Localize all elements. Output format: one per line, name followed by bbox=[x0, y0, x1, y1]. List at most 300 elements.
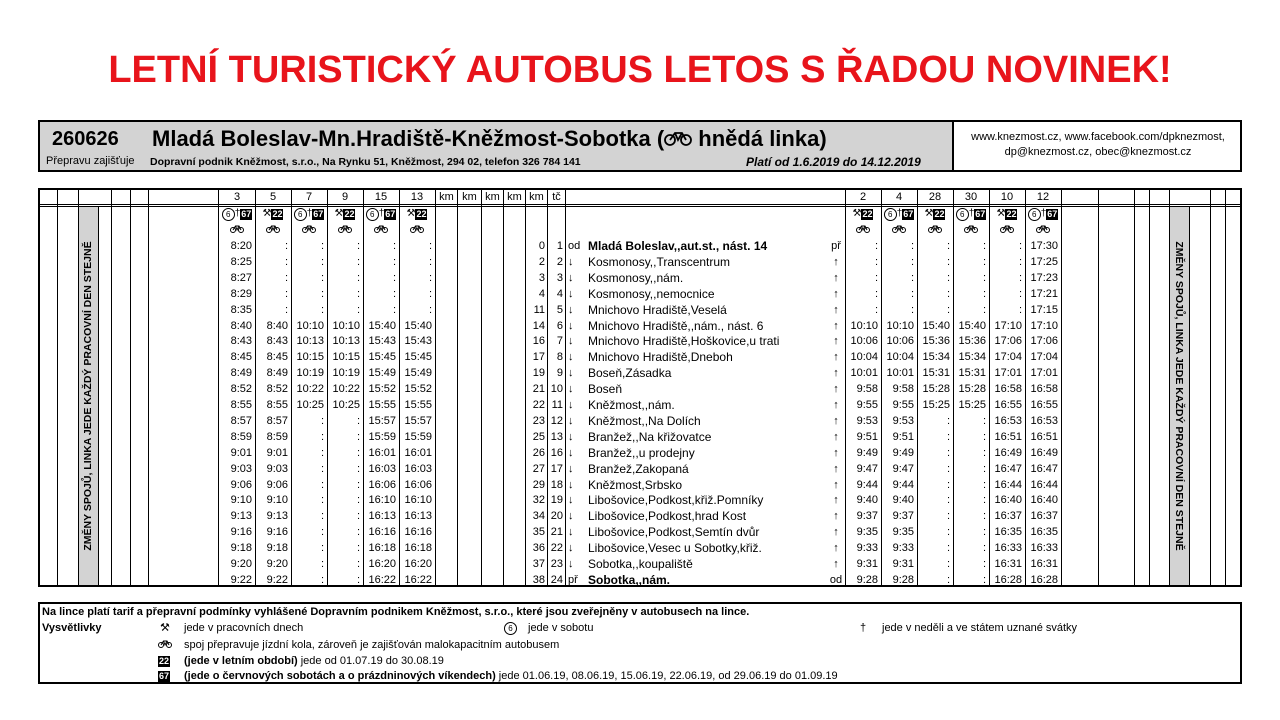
stop-index: 5 bbox=[556, 303, 563, 316]
trip-number: 9 bbox=[341, 191, 349, 203]
departure-time: 10:22 bbox=[296, 383, 324, 396]
departure-time: 17:21 bbox=[1030, 287, 1058, 300]
bicycle-icon bbox=[256, 222, 290, 238]
trip-code: 6 †67 bbox=[1026, 206, 1060, 222]
stop-direction: ↑ bbox=[833, 510, 839, 523]
departure-time: 16:58 bbox=[994, 383, 1022, 396]
grid-line bbox=[57, 190, 58, 585]
stop-km: 16 bbox=[532, 335, 545, 348]
departure-time: : bbox=[982, 430, 986, 443]
stop-index: 21 bbox=[550, 526, 563, 539]
km-header: km bbox=[439, 191, 454, 203]
departure-time: : bbox=[1018, 240, 1022, 252]
departure-time: 15:57 bbox=[404, 414, 432, 427]
departure-time: : bbox=[910, 303, 914, 316]
departure-time: 9:31 bbox=[892, 558, 914, 570]
departure-time: 10:06 bbox=[850, 335, 878, 348]
departure-time: 8:59 bbox=[266, 430, 288, 443]
trip-number: 7 bbox=[305, 191, 313, 203]
departure-time: : bbox=[946, 255, 950, 268]
departure-time: : bbox=[356, 462, 360, 475]
departure-time: 9:01 bbox=[230, 446, 252, 459]
stop-direction: ↑ bbox=[833, 526, 839, 539]
departure-time: : bbox=[320, 542, 324, 555]
departure-time: 16:31 bbox=[1030, 558, 1058, 570]
code67-text: jede 01.06.19, 08.06.19, 15.06.19, 22.06.19, od 29.06.19 do 01.09.19 bbox=[495, 670, 838, 682]
departure-time: : bbox=[392, 303, 396, 316]
departure-time: 9:37 bbox=[892, 510, 914, 523]
stop-direction: od bbox=[568, 240, 581, 252]
departure-time: : bbox=[356, 542, 360, 555]
line-title bbox=[152, 126, 827, 152]
stop-km: 22 bbox=[532, 399, 545, 411]
departure-time: : bbox=[320, 430, 324, 443]
stop-name: Kněžmost,,nám. bbox=[588, 398, 675, 412]
trip-code: ⚒22 bbox=[996, 208, 1017, 220]
stop-direction: ↑ bbox=[833, 430, 839, 443]
stop-index: 18 bbox=[550, 478, 563, 491]
stop-direction: ↓ bbox=[568, 383, 574, 396]
stop-direction: ↑ bbox=[833, 351, 839, 364]
stop-name: Libošovice,Podkost,hrad Kost bbox=[588, 509, 747, 524]
departure-time: : bbox=[982, 414, 986, 427]
stop-direction: ↓ bbox=[568, 271, 574, 284]
departure-time: 15:31 bbox=[958, 367, 986, 380]
departure-time: : bbox=[356, 494, 360, 507]
stop-name: Libošovice,Vesec u Sobotky,křiž. bbox=[588, 541, 762, 556]
departure-time: 9:20 bbox=[266, 558, 288, 570]
departure-time: : bbox=[392, 271, 396, 284]
departure-time: 9:22 bbox=[266, 573, 288, 586]
stop-km: 36 bbox=[532, 542, 545, 555]
stop-name: Kněžmost,Srbsko bbox=[588, 477, 683, 492]
departure-time: 16:33 bbox=[1030, 542, 1058, 555]
stop-direction: ↓ bbox=[568, 335, 574, 348]
bicycle-icon bbox=[1026, 222, 1060, 238]
departure-time: 9:49 bbox=[856, 446, 878, 459]
departure-time: 17:30 bbox=[1030, 240, 1058, 252]
departure-time: : bbox=[284, 255, 288, 268]
departure-time: 16:49 bbox=[994, 446, 1022, 459]
legend-label: Vysvětlivky bbox=[42, 622, 102, 634]
departure-time: 16:28 bbox=[1030, 573, 1058, 586]
departure-time: 9:55 bbox=[856, 399, 878, 411]
departure-time: 9:44 bbox=[856, 478, 878, 491]
departure-time: 8:57 bbox=[266, 414, 288, 427]
departure-time: : bbox=[320, 510, 324, 523]
departure-time: 8:45 bbox=[266, 351, 288, 364]
stop-km: 0 bbox=[538, 240, 545, 252]
page-headline: LETNÍ TURISTICKÝ AUTOBUS LETOS S ŘADOU NOVINEK! bbox=[108, 49, 1172, 91]
stop-direction: ↓ bbox=[568, 319, 574, 332]
side-note-right: ZMĚNY SPOJŮ, LINKA JEDE KAŽDÝ PRACOVNÍ DEN STEJNĚ bbox=[1173, 241, 1185, 551]
departure-time: : bbox=[320, 494, 324, 507]
grid-line bbox=[111, 190, 112, 585]
stop-index: 13 bbox=[550, 430, 563, 443]
departure-time: : bbox=[982, 462, 986, 475]
departure-time: 15:59 bbox=[368, 430, 396, 443]
tariff-note: Na lince platí tarif a přepravní podmínky vyhlášené Dopravním podnikem Kněžmost, s.r.o., které jsou zveřejněny v autobusech na lince. bbox=[42, 606, 750, 618]
contact-line-1: www.knezmost.cz, www.facebook.com/dpknezmost, bbox=[971, 131, 1225, 143]
bicycle-icon bbox=[918, 222, 952, 238]
stop-km: 23 bbox=[532, 414, 545, 427]
departure-time: 8:52 bbox=[266, 383, 288, 396]
saturday-symbol: 6 bbox=[504, 622, 517, 635]
grid-line bbox=[218, 190, 219, 585]
departure-time: : bbox=[356, 240, 360, 252]
stop-index: 24 bbox=[550, 573, 563, 586]
departure-time: 16:13 bbox=[368, 510, 396, 523]
departure-time: 10:10 bbox=[332, 319, 360, 332]
grid-line bbox=[1149, 190, 1150, 585]
departure-time: 15:45 bbox=[404, 351, 432, 364]
code67-badge bbox=[158, 669, 170, 683]
departure-time: : bbox=[946, 494, 950, 507]
departure-time: : bbox=[982, 287, 986, 300]
departure-time: 8:57 bbox=[230, 414, 252, 427]
departure-time: 16:13 bbox=[404, 510, 432, 523]
departure-time: 15:31 bbox=[922, 367, 950, 380]
departure-time: 10:10 bbox=[886, 319, 914, 332]
stop-name: Kněžmost,,Na Dolích bbox=[588, 413, 701, 428]
departure-time: : bbox=[1018, 303, 1022, 316]
bicycle-icon bbox=[292, 222, 326, 238]
departure-time: 10:25 bbox=[332, 399, 360, 411]
departure-time: : bbox=[874, 271, 878, 284]
departure-time: : bbox=[392, 255, 396, 268]
departure-time: 15:55 bbox=[404, 399, 432, 411]
stop-direction: ↑ bbox=[833, 335, 839, 348]
grid-line bbox=[481, 190, 482, 585]
code67-symbol: 67 bbox=[159, 670, 170, 681]
stop-direction: ↓ bbox=[568, 542, 574, 555]
bicycle-icon bbox=[846, 222, 880, 238]
departure-time: : bbox=[428, 271, 432, 284]
departure-time: 10:01 bbox=[850, 367, 878, 380]
departure-time: 9:16 bbox=[266, 526, 288, 539]
stop-direction: ↑ bbox=[833, 287, 839, 300]
departure-time: : bbox=[320, 573, 324, 586]
departure-time: 9:47 bbox=[892, 462, 914, 475]
stop-name: Branžež,,Na křižovatce bbox=[588, 429, 712, 444]
stop-km: 32 bbox=[532, 494, 545, 507]
stop-direction: ↓ bbox=[568, 351, 574, 364]
stop-index: 19 bbox=[550, 494, 563, 507]
code22-badge bbox=[158, 654, 170, 668]
stop-index: 22 bbox=[550, 542, 563, 555]
stop-km: 35 bbox=[532, 526, 545, 539]
departure-time: 9:51 bbox=[856, 430, 878, 443]
departure-time: 10:04 bbox=[886, 351, 914, 364]
departure-time: : bbox=[320, 462, 324, 475]
trip-code: ⚒22 bbox=[924, 208, 945, 220]
departure-time: 15:40 bbox=[368, 319, 396, 332]
stop-km: 19 bbox=[532, 367, 545, 380]
bicycle-icon bbox=[328, 222, 362, 238]
stop-name: Boseň bbox=[588, 382, 623, 397]
stop-index: 8 bbox=[556, 351, 563, 364]
trip-code: 6 †67 bbox=[954, 206, 988, 222]
departure-time: 16:18 bbox=[404, 542, 432, 555]
departure-time: 8:55 bbox=[230, 399, 252, 411]
departure-time: 16:06 bbox=[368, 478, 396, 491]
stop-direction: ↓ bbox=[568, 558, 574, 570]
stop-direction: ↓ bbox=[568, 414, 574, 427]
departure-time: 8:43 bbox=[230, 335, 252, 348]
departure-time: 15:43 bbox=[368, 335, 396, 348]
stop-direction: ↑ bbox=[833, 255, 839, 268]
departure-time: : bbox=[284, 240, 288, 252]
stop-km: 21 bbox=[532, 383, 545, 396]
departure-time: 10:19 bbox=[332, 367, 360, 380]
departure-time: 16:22 bbox=[368, 573, 396, 586]
departure-time: 8:35 bbox=[230, 303, 252, 316]
timetable bbox=[38, 188, 1242, 587]
grid-line bbox=[435, 190, 436, 585]
departure-time: 15:34 bbox=[922, 351, 950, 364]
departure-time: : bbox=[946, 573, 950, 586]
departure-time: 9:51 bbox=[892, 430, 914, 443]
stop-direction: ↑ bbox=[833, 319, 839, 332]
stop-index: 12 bbox=[550, 414, 563, 427]
departure-time: 16:53 bbox=[994, 414, 1022, 427]
departure-time: : bbox=[428, 240, 432, 252]
stop-direction: ↓ bbox=[568, 367, 574, 380]
stop-km: 34 bbox=[532, 510, 545, 523]
trip-number: 12 bbox=[1036, 191, 1050, 203]
departure-time: : bbox=[982, 510, 986, 523]
departure-time: 15:40 bbox=[958, 319, 986, 332]
line-title-suffix: hnědá linka) bbox=[692, 126, 827, 151]
departure-time: : bbox=[946, 414, 950, 427]
departure-time: 15:57 bbox=[368, 414, 396, 427]
departure-time: 15:49 bbox=[404, 367, 432, 380]
grid-line bbox=[1098, 190, 1099, 585]
departure-time: 17:10 bbox=[994, 319, 1022, 332]
departure-time: : bbox=[910, 271, 914, 284]
km-header: km bbox=[485, 191, 500, 203]
departure-time: : bbox=[982, 255, 986, 268]
departure-time: 10:25 bbox=[296, 399, 324, 411]
stop-direction: ↑ bbox=[833, 383, 839, 396]
trip-code: ⚒22 bbox=[334, 208, 355, 220]
departure-time: : bbox=[392, 287, 396, 300]
stop-km: 17 bbox=[532, 351, 545, 364]
km-header: tč bbox=[552, 191, 561, 203]
stop-direction: ↑ bbox=[833, 414, 839, 427]
departure-time: 16:51 bbox=[1030, 430, 1058, 443]
departure-time: 16:03 bbox=[404, 462, 432, 475]
grid-line bbox=[130, 190, 131, 585]
departure-time: : bbox=[946, 462, 950, 475]
departure-time: 9:06 bbox=[266, 478, 288, 491]
departure-time: 9:44 bbox=[892, 478, 914, 491]
departure-time: : bbox=[356, 255, 360, 268]
departure-time: 15:55 bbox=[368, 399, 396, 411]
departure-time: 15:28 bbox=[958, 383, 986, 396]
stop-direction: ↓ bbox=[568, 478, 574, 491]
departure-time: 10:10 bbox=[850, 319, 878, 332]
stop-direction: od bbox=[829, 573, 843, 586]
departure-time: 15:36 bbox=[922, 335, 950, 348]
departure-time: 10:13 bbox=[296, 335, 324, 348]
stop-direction: ↑ bbox=[833, 303, 839, 316]
departure-time: : bbox=[874, 255, 878, 268]
departure-time: : bbox=[946, 303, 950, 316]
bicycle-icon bbox=[364, 222, 398, 238]
departure-time: 16:16 bbox=[404, 526, 432, 539]
departure-time: 9:03 bbox=[266, 462, 288, 475]
departure-time: : bbox=[910, 255, 914, 268]
stop-direction: ↑ bbox=[833, 399, 839, 411]
departure-time: 16:44 bbox=[1030, 478, 1058, 491]
departure-time: : bbox=[1018, 271, 1022, 284]
cross-icon: † bbox=[860, 622, 867, 634]
departure-time: 9:58 bbox=[892, 383, 914, 396]
departure-time: : bbox=[946, 478, 950, 491]
stop-direction: ↓ bbox=[568, 287, 574, 300]
trip-code: 6 †67 bbox=[882, 206, 916, 222]
departure-time: 9:49 bbox=[892, 446, 914, 459]
departure-time: : bbox=[946, 271, 950, 284]
grid-line bbox=[503, 190, 504, 585]
stop-index: 11 bbox=[551, 399, 563, 411]
departure-time: : bbox=[946, 287, 950, 300]
departure-time: : bbox=[982, 240, 986, 252]
departure-time: 8:49 bbox=[266, 367, 288, 380]
legend-code67 bbox=[184, 669, 838, 683]
departure-time: : bbox=[946, 542, 950, 555]
stop-index: 4 bbox=[556, 287, 563, 300]
operator-info: Dopravní podnik Kněžmost, s.r.o., Na Rynku 51, Kněžmost, 294 02, telefon 326 784 141 bbox=[150, 156, 581, 168]
departure-time: 17:06 bbox=[994, 335, 1022, 348]
departure-time: 16:40 bbox=[994, 494, 1022, 507]
contact-box bbox=[952, 122, 1242, 170]
departure-time: : bbox=[946, 446, 950, 459]
departure-time: 17:23 bbox=[1030, 271, 1058, 284]
departure-time: 15:52 bbox=[368, 383, 396, 396]
departure-time: : bbox=[1018, 255, 1022, 268]
stop-direction: ↑ bbox=[833, 542, 839, 555]
departure-time: 9:40 bbox=[856, 494, 878, 507]
departure-time: : bbox=[320, 526, 324, 539]
departure-time: : bbox=[356, 510, 360, 523]
departure-time: 16:49 bbox=[1030, 446, 1058, 459]
departure-time: 16:31 bbox=[994, 558, 1022, 570]
departure-time: : bbox=[874, 240, 878, 252]
departure-time: : bbox=[874, 303, 878, 316]
line-number: 260626 bbox=[52, 128, 119, 150]
trip-code: ⚒22 bbox=[852, 208, 873, 220]
departure-time: 17:01 bbox=[1030, 367, 1058, 380]
stop-name: Boseň,Zásadka bbox=[588, 366, 672, 381]
code67-title: (jede o červnových sobotách a o prázdninových víkendech) bbox=[184, 670, 496, 682]
stop-index: 17 bbox=[550, 462, 563, 475]
departure-time: 16:51 bbox=[994, 430, 1022, 443]
trip-code: 6 †67 bbox=[364, 206, 398, 222]
grid-line bbox=[148, 190, 149, 585]
departure-time: : bbox=[320, 271, 324, 284]
header-main bbox=[40, 122, 952, 170]
stop-direction: ↓ bbox=[568, 399, 574, 411]
trip-number: 2 bbox=[859, 191, 867, 203]
code22-title: (jede v letním období) bbox=[184, 655, 298, 667]
stop-name: Sobotka,,nám. bbox=[588, 572, 671, 587]
departure-time: 9:20 bbox=[230, 558, 252, 570]
departure-time: : bbox=[982, 478, 986, 491]
stop-km: 14 bbox=[532, 319, 545, 332]
departure-time: : bbox=[356, 271, 360, 284]
departure-time: 9:28 bbox=[856, 573, 878, 586]
departure-time: 16:37 bbox=[994, 510, 1022, 523]
departure-time: 15:43 bbox=[404, 335, 432, 348]
departure-time: 15:25 bbox=[958, 399, 986, 411]
stop-direction: ↓ bbox=[568, 510, 574, 523]
departure-time: 15:45 bbox=[368, 351, 396, 364]
bicycle-icon bbox=[400, 222, 434, 238]
departure-time: 9:33 bbox=[856, 542, 878, 555]
stop-index: 20 bbox=[550, 510, 563, 523]
departure-time: 16:37 bbox=[1030, 510, 1058, 523]
legend bbox=[38, 602, 1242, 684]
departure-time: : bbox=[320, 240, 324, 252]
departure-time: : bbox=[392, 240, 396, 252]
stop-direction: ↑ bbox=[833, 494, 839, 507]
grid-line bbox=[1061, 190, 1062, 585]
stop-direction: ↑ bbox=[833, 478, 839, 491]
legend-saturday: jede v sobotu bbox=[528, 622, 594, 634]
departure-time: : bbox=[320, 287, 324, 300]
departure-time: 9:33 bbox=[892, 542, 914, 555]
departure-time: 15:28 bbox=[922, 383, 950, 396]
departure-time: 9:53 bbox=[856, 414, 878, 427]
departure-time: 8:20 bbox=[230, 240, 252, 252]
departure-time: 8:25 bbox=[230, 255, 252, 268]
departure-time: : bbox=[428, 303, 432, 316]
departure-time: 16:16 bbox=[368, 526, 396, 539]
departure-time: 15:40 bbox=[404, 319, 432, 332]
stop-km: 25 bbox=[532, 430, 545, 443]
stop-index: 3 bbox=[556, 271, 563, 284]
departure-time: : bbox=[982, 446, 986, 459]
stop-km: 11 bbox=[533, 303, 545, 316]
km-header: km bbox=[529, 191, 544, 203]
legend-bicycle-icon bbox=[158, 638, 172, 652]
grid-line bbox=[1210, 190, 1211, 585]
departure-time: 8:52 bbox=[230, 383, 252, 396]
trip-code: ⚒22 bbox=[262, 208, 283, 220]
departure-time: 16:10 bbox=[404, 494, 432, 507]
departure-time: : bbox=[946, 240, 950, 252]
departure-time: 16:06 bbox=[404, 478, 432, 491]
trip-code: ⚒22 bbox=[406, 208, 427, 220]
departure-time: 10:15 bbox=[332, 351, 360, 364]
departure-time: 17:01 bbox=[994, 367, 1022, 380]
departure-time: 17:10 bbox=[1030, 319, 1058, 332]
departure-time: 16:01 bbox=[368, 446, 396, 459]
stop-direction: ↓ bbox=[568, 526, 574, 539]
code22-text: jede od 01.07.19 do 30.08.19 bbox=[297, 655, 444, 667]
departure-time: : bbox=[356, 558, 360, 570]
departure-time: 8:55 bbox=[266, 399, 288, 411]
departure-time: : bbox=[982, 303, 986, 316]
departure-time: 9:37 bbox=[856, 510, 878, 523]
stop-name: Kosmonosy,,nemocnice bbox=[588, 286, 715, 301]
departure-time: 10:04 bbox=[850, 351, 878, 364]
stop-direction: př bbox=[831, 240, 841, 252]
departure-time: 16:10 bbox=[368, 494, 396, 507]
km-header: km bbox=[462, 191, 477, 203]
